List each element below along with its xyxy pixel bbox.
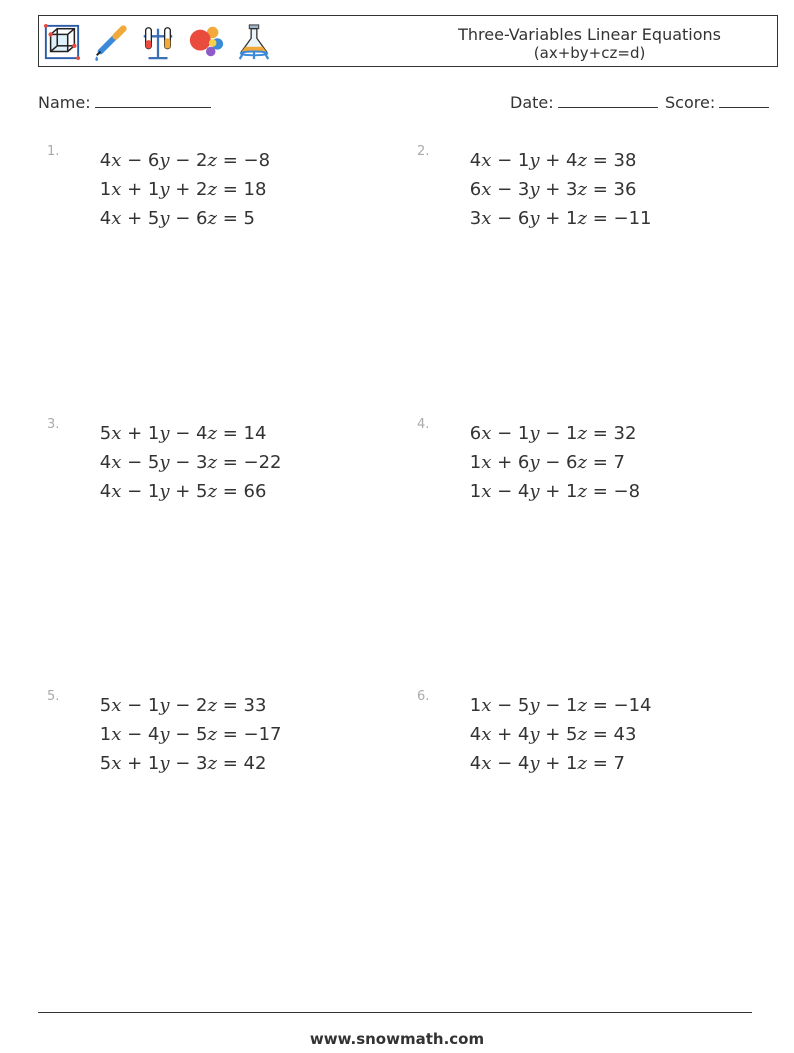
equation-lhs: 1x + 6y − 6z xyxy=(469,452,587,473)
var-z: z xyxy=(207,695,217,716)
equation-lhs: 1x − 4y + 1z xyxy=(469,481,587,502)
var-y: y xyxy=(159,481,170,502)
date-blank[interactable] xyxy=(558,93,658,108)
equation-rhs: = 7 xyxy=(587,452,625,473)
equation-rhs: = −11 xyxy=(587,208,652,229)
equation-lhs: 6x − 3y + 3z xyxy=(469,179,587,200)
equation-rhs: = −17 xyxy=(217,724,282,745)
equation-rhs: = −22 xyxy=(217,452,282,473)
equation-rhs: = −8 xyxy=(587,481,641,502)
equation-lhs: 4x + 4y + 5z xyxy=(469,724,587,745)
var-y: y xyxy=(529,208,540,229)
var-z: z xyxy=(577,452,587,473)
var-z: z xyxy=(577,150,587,171)
equation-row xyxy=(447,150,707,179)
var-y: y xyxy=(159,423,170,444)
var-y: y xyxy=(159,724,170,745)
var-z: z xyxy=(577,753,587,774)
var-z: z xyxy=(577,481,587,502)
equation-lhs: 5x + 1y − 4z xyxy=(99,423,217,444)
var-z: z xyxy=(207,452,217,473)
dropper-icon xyxy=(91,23,129,61)
equation-lhs: 4x − 5y − 3z xyxy=(99,452,217,473)
problem-block xyxy=(47,417,387,517)
var-y: y xyxy=(529,423,540,444)
equation-row xyxy=(77,753,337,782)
problem-block xyxy=(417,417,757,517)
subtitle-text: (ax+by+cz=d) xyxy=(533,44,646,62)
equation-lhs: 5x + 1y − 3z xyxy=(99,753,217,774)
var-x: x xyxy=(481,179,492,200)
var-x: x xyxy=(481,481,492,502)
var-z: z xyxy=(577,695,587,716)
equation-system xyxy=(447,695,707,782)
equation-row xyxy=(77,150,337,179)
footer-site: www.snowmath.com xyxy=(309,1030,485,1048)
equation-row xyxy=(447,724,707,753)
var-y: y xyxy=(529,724,540,745)
footer-divider xyxy=(38,1012,752,1013)
var-z: z xyxy=(207,150,217,171)
molecules-icon xyxy=(187,23,225,61)
header-icons xyxy=(43,20,273,64)
var-x: x xyxy=(111,208,122,229)
equation-row xyxy=(447,753,707,782)
equation-rhs: = 32 xyxy=(587,423,637,444)
var-z: z xyxy=(207,423,217,444)
var-x: x xyxy=(481,208,492,229)
var-y: y xyxy=(529,452,540,473)
problem-number: 5. xyxy=(47,689,60,704)
equation-row xyxy=(447,695,707,724)
var-x: x xyxy=(111,481,122,502)
score-blank[interactable] xyxy=(719,93,769,108)
var-y: y xyxy=(159,150,170,171)
equation-row xyxy=(77,423,337,452)
problem-number: 1. xyxy=(47,144,60,159)
var-y: y xyxy=(529,481,540,502)
var-z: z xyxy=(207,724,217,745)
problem-number: 3. xyxy=(47,417,60,432)
equation-lhs: 4x − 6y − 2z xyxy=(99,150,217,171)
equation-lhs: 1x − 5y − 1z xyxy=(469,695,587,716)
var-x: x xyxy=(111,695,122,716)
problem-number: 2. xyxy=(417,144,430,159)
equation-rhs: = 43 xyxy=(587,724,637,745)
equation-rhs: = 33 xyxy=(217,695,267,716)
var-y: y xyxy=(159,753,170,774)
cube-icon xyxy=(43,23,81,61)
problem-number: 4. xyxy=(417,417,430,432)
var-y: y xyxy=(529,753,540,774)
name-blank[interactable] xyxy=(95,93,211,108)
var-y: y xyxy=(159,452,170,473)
equation-lhs: 1x − 4y − 5z xyxy=(99,724,217,745)
var-x: x xyxy=(481,695,492,716)
equation-row xyxy=(447,481,707,510)
date-label: Date: xyxy=(510,93,554,112)
equation-lhs: 5x − 1y − 2z xyxy=(99,695,217,716)
equation-lhs: 3x − 6y + 1z xyxy=(469,208,587,229)
var-z: z xyxy=(207,481,217,502)
equation-rhs: = 42 xyxy=(217,753,267,774)
equation-rhs: = −8 xyxy=(217,150,271,171)
equation-rhs: = 66 xyxy=(217,481,267,502)
var-x: x xyxy=(481,150,492,171)
var-y: y xyxy=(159,179,170,200)
equation-lhs: 1x + 1y + 2z xyxy=(99,179,217,200)
problem-block xyxy=(417,689,757,789)
equation-row xyxy=(77,481,337,510)
problem-block xyxy=(47,689,387,789)
flask-icon xyxy=(235,23,273,61)
problem-block xyxy=(47,144,387,244)
equation-lhs: 4x + 5y − 6z xyxy=(99,208,217,229)
var-x: x xyxy=(111,724,122,745)
equation-lhs: 6x − 1y − 1z xyxy=(469,423,587,444)
score-field[interactable] xyxy=(665,93,769,112)
var-x: x xyxy=(111,179,122,200)
var-x: x xyxy=(481,753,492,774)
var-y: y xyxy=(529,695,540,716)
var-y: y xyxy=(159,208,170,229)
var-z: z xyxy=(577,724,587,745)
equation-system xyxy=(447,423,707,510)
equation-rhs: = 18 xyxy=(217,179,267,200)
equation-row xyxy=(447,208,707,237)
equation-lhs: 4x − 4y + 1z xyxy=(469,753,587,774)
equation-row xyxy=(77,208,337,237)
test-tubes-icon xyxy=(139,23,177,61)
equation-rhs: = 36 xyxy=(587,179,637,200)
var-x: x xyxy=(111,452,122,473)
problem-number: 6. xyxy=(417,689,430,704)
var-z: z xyxy=(577,423,587,444)
name-field[interactable] xyxy=(38,93,211,112)
equation-row xyxy=(447,452,707,481)
equation-lhs: 4x − 1y + 4z xyxy=(469,150,587,171)
equation-row xyxy=(447,423,707,452)
score-label: Score: xyxy=(665,93,716,112)
worksheet-header xyxy=(38,15,778,67)
var-y: y xyxy=(159,695,170,716)
equation-system xyxy=(77,423,337,510)
equation-rhs: = 5 xyxy=(217,208,255,229)
var-x: x xyxy=(111,753,122,774)
equation-rhs: = 38 xyxy=(587,150,637,171)
equation-rhs: = 14 xyxy=(217,423,267,444)
name-label: Name: xyxy=(38,93,91,112)
var-x: x xyxy=(481,423,492,444)
equation-system xyxy=(77,695,337,782)
problem-block xyxy=(417,144,757,244)
equation-row xyxy=(77,452,337,481)
equation-row xyxy=(77,695,337,724)
date-field[interactable] xyxy=(510,93,658,112)
var-z: z xyxy=(577,179,587,200)
equation-row xyxy=(77,179,337,208)
var-y: y xyxy=(529,179,540,200)
title-text: Three-Variables Linear Equations xyxy=(458,25,721,44)
var-x: x xyxy=(481,452,492,473)
equation-rhs: = 7 xyxy=(587,753,625,774)
equation-system xyxy=(447,150,707,237)
equation-lhs: 4x − 1y + 5z xyxy=(99,481,217,502)
var-x: x xyxy=(111,150,122,171)
worksheet-title xyxy=(458,26,721,62)
var-z: z xyxy=(207,208,217,229)
var-z: z xyxy=(577,208,587,229)
var-y: y xyxy=(529,150,540,171)
var-x: x xyxy=(111,423,122,444)
var-z: z xyxy=(207,179,217,200)
equation-row xyxy=(447,179,707,208)
var-x: x xyxy=(481,724,492,745)
equation-system xyxy=(77,150,337,237)
var-z: z xyxy=(207,753,217,774)
equation-rhs: = −14 xyxy=(587,695,652,716)
equation-row xyxy=(77,724,337,753)
